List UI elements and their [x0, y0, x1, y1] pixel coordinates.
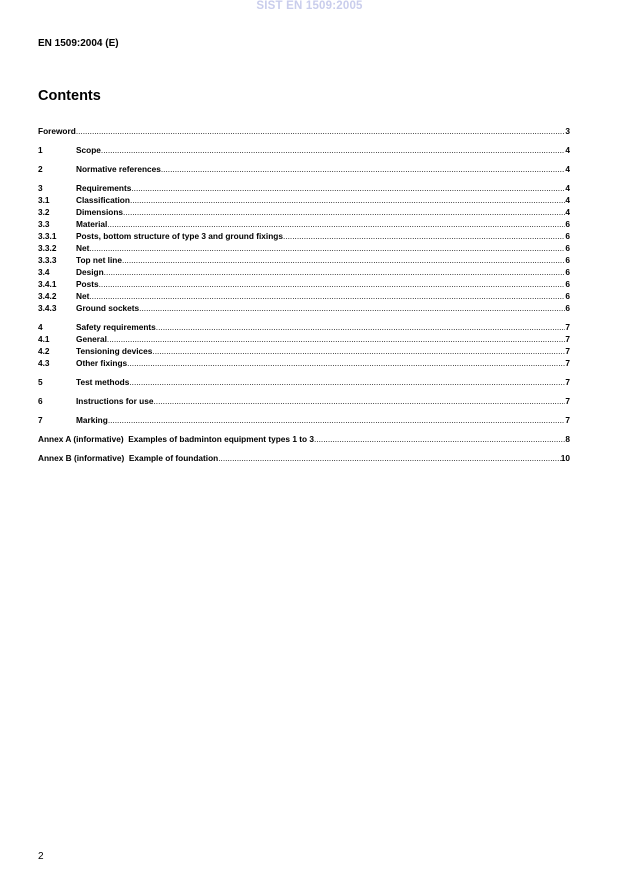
toc-entry-number: 3.4 [38, 267, 50, 277]
toc-entry-page: 6 [565, 231, 570, 241]
toc-entry-page: 8 [565, 434, 570, 444]
toc-entry-number: 3.3.1 [38, 231, 57, 241]
toc-entry-number: 2 [38, 164, 43, 174]
toc-leader-dots [107, 333, 565, 345]
toc-entry-number: 6 [38, 396, 43, 406]
toc-entry-page: 4 [565, 145, 570, 155]
toc-leader-dots [101, 144, 565, 156]
toc-entry-page: 3 [565, 126, 570, 136]
toc-entry-title: Marking [76, 415, 108, 425]
toc-entry-number: 4 [38, 322, 43, 332]
toc-entry-number: 3.1 [38, 195, 50, 205]
toc-leader-dots [129, 376, 565, 388]
toc-entry-3-1[interactable] [38, 194, 570, 206]
toc-entry-title: Dimensions [76, 207, 124, 217]
toc-leader-dots [122, 254, 565, 266]
toc-entry-page: 10 [560, 453, 570, 463]
toc-entry-title: Foreword [38, 126, 76, 136]
toc-entry-title: General [76, 334, 107, 344]
toc-entry-6[interactable] [38, 395, 570, 407]
toc-entry-3-3-2[interactable] [38, 242, 570, 254]
toc-entry-title: Top net line [76, 255, 122, 265]
toc-entry-title: Net [76, 291, 90, 301]
toc-leader-dots [127, 357, 565, 369]
toc-entry-page: 6 [565, 279, 570, 289]
toc-entry-number: 3 [38, 183, 43, 193]
toc-entry-page: 6 [565, 291, 570, 301]
toc-leader-dots [89, 290, 565, 302]
toc-entry-4-1[interactable] [38, 333, 570, 345]
toc-entry-7[interactable] [38, 414, 570, 426]
toc-entry-page: 7 [565, 322, 570, 332]
toc-entry-page: 6 [565, 303, 570, 313]
toc-entry-annex-b[interactable] [38, 452, 570, 464]
toc-entry-page: 4 [565, 207, 570, 217]
toc-entry-page: 4 [565, 164, 570, 174]
toc-entry-title: Scope [76, 145, 101, 155]
toc-entry-4[interactable] [38, 321, 570, 333]
toc-entry-title: Safety requirements [76, 322, 156, 332]
toc-leader-dots [314, 433, 565, 445]
toc-entry-number: 3.3 [38, 219, 50, 229]
toc-entry-number: 3.3.2 [38, 243, 57, 253]
toc-entry-number: 4.3 [38, 358, 50, 368]
toc-entry-title: Net [76, 243, 90, 253]
toc-leader-dots [152, 345, 565, 357]
toc-entry-3-4-1[interactable] [38, 278, 570, 290]
toc-leader-dots [123, 206, 565, 218]
toc-entry-number: 7 [38, 415, 43, 425]
toc-entry-page: 7 [565, 377, 570, 387]
toc-entry-title: Ground sockets [76, 303, 140, 313]
toc-leader-dots [218, 452, 561, 464]
toc-entry-1[interactable] [38, 144, 570, 156]
toc-leader-dots [89, 242, 565, 254]
toc-entry-3-3-1[interactable] [38, 230, 570, 242]
toc-entry-page: 6 [565, 267, 570, 277]
toc-leader-dots [283, 230, 565, 242]
toc-entry-3-2[interactable] [38, 206, 570, 218]
toc-entry-4-2[interactable] [38, 345, 570, 357]
toc-entry-annex-a[interactable] [38, 433, 570, 445]
toc-leader-dots [104, 266, 566, 278]
toc-entry-title: Tensioning devices [76, 346, 153, 356]
toc-entry-title: Normative references [76, 164, 161, 174]
toc-leader-dots [76, 125, 566, 137]
toc-leader-dots [108, 414, 566, 426]
toc-leader-dots [139, 302, 565, 314]
toc-entry-title: Instructions for use [76, 396, 154, 406]
toc-entry-number: 3.2 [38, 207, 50, 217]
toc-entry-number: 3.3.3 [38, 255, 57, 265]
toc-entry-number: 4.2 [38, 346, 50, 356]
toc-entry-title: Requirements [76, 183, 132, 193]
document-id: EN 1509:2004 (E) [38, 38, 119, 49]
toc-leader-dots [156, 321, 566, 333]
toc-leader-dots [161, 163, 566, 175]
toc-entry-3[interactable] [38, 182, 570, 194]
toc-entry-title: Other fixings [76, 358, 128, 368]
toc-entry-3-3-3[interactable] [38, 254, 570, 266]
toc-entry-page: 7 [565, 334, 570, 344]
toc-entry-title: Annex B (informative) Example of foundation [38, 453, 219, 463]
toc-entry-number: 1 [38, 145, 43, 155]
toc-entry-page: 4 [565, 183, 570, 193]
toc-leader-dots [153, 395, 565, 407]
toc-leader-dots [130, 194, 565, 206]
toc-entry-number: 5 [38, 377, 43, 387]
toc-entry-2[interactable] [38, 163, 570, 175]
toc-entry-page: 6 [565, 219, 570, 229]
toc-entry-3-4[interactable] [38, 266, 570, 278]
toc-entry-3-4-3[interactable] [38, 302, 570, 314]
toc-entry-page: 7 [565, 346, 570, 356]
toc-entry-3-4-2[interactable] [38, 290, 570, 302]
toc-entry-title: Annex A (informative) Examples of badminton equipment types 1 to 3 [38, 434, 314, 444]
toc-leader-dots [99, 278, 566, 290]
toc-entry-page: 6 [565, 255, 570, 265]
toc-entry-3-3[interactable] [38, 218, 570, 230]
toc-leader-dots [131, 182, 565, 194]
toc-entry-number: 3.4.3 [38, 303, 57, 313]
toc-entry-title: Material [76, 219, 108, 229]
toc-entry-4-3[interactable] [38, 357, 570, 369]
toc-entry-page: 7 [565, 358, 570, 368]
toc-entry-title: Posts [76, 279, 99, 289]
toc-entry-page: 6 [565, 243, 570, 253]
page-number: 2 [38, 851, 44, 862]
toc-entry-number: 4.1 [38, 334, 50, 344]
toc-entry-5[interactable] [38, 376, 570, 388]
watermark: SIST EN 1509:2005 [256, 0, 363, 12]
toc-entry-number: 3.4.2 [38, 291, 57, 301]
toc-entry-title: Design [76, 267, 104, 277]
toc-entry-title: Posts, bottom structure of type 3 and ground fixings [76, 231, 283, 241]
toc-entry-foreword[interactable] [38, 125, 570, 137]
toc-entry-page: 4 [565, 195, 570, 205]
toc-entry-title: Classification [76, 195, 130, 205]
table-of-contents [38, 125, 570, 464]
contents-title: Contents [38, 88, 101, 104]
toc-entry-number: 3.4.1 [38, 279, 57, 289]
toc-leader-dots [107, 218, 565, 230]
toc-entry-page: 7 [565, 415, 570, 425]
toc-entry-title: Test methods [76, 377, 130, 387]
toc-entry-page: 7 [565, 396, 570, 406]
